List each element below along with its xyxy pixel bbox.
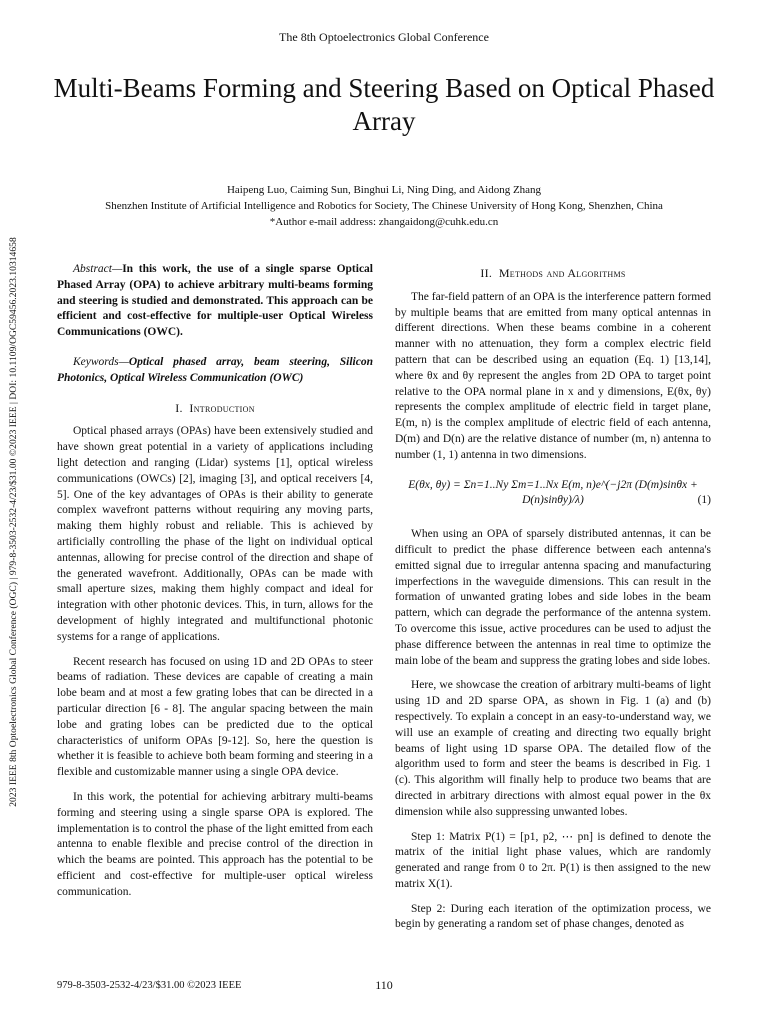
paragraph: Optical phased arrays (OPAs) have been extensively studied and have shown great potential in a variety of applications including light detection and ranging (Lidar) systems [1], optical wireless communications (OWCs) [2], imaging [3], and optical receivers [4, 5]. One of the key advantages of OPAs is their ability to generate complex wavefront patterns without requiring any moving parts, making them highly robust and reliable. This is achieved by artificially controlling the phase of the light on individual optical antennas, allowing for precise control of the direction and shape of the generated wavefront. Additionally, OPAs can be made with small aperture sizes, making them highly compact and ideal for integration with other photonic devices. This, in turn, allows for the development of highly integrated and multifunctional photonic systems for a range of applications. bbox=[57, 425, 373, 643]
paragraph: When using an OPA of sparsely distributed antennas, it can be difficult to predict the phase difference between each antenna's emitted signal due to irregular antenna spacing and manufacturing imperfections in the waveguide dimensions. This can result in the formation of unwanted grating lobes and side lobes in the beam pattern, which can degrade the performance of the antenna system. To overcome this issue, active procedures can be used to adjust the phase difference between the antennas in real time to optimize the main lobe of the beam and suppress the grating lobes and side lobes. bbox=[395, 528, 711, 667]
author-list: Haipeng Luo, Caiming Sun, Binghui Li, Ning Ding, and Aidong Zhang bbox=[226, 184, 542, 196]
left-column bbox=[57, 262, 373, 909]
section-title: Methods and Algorithms bbox=[498, 266, 626, 280]
side-strip bbox=[8, 207, 20, 837]
keywords bbox=[57, 355, 373, 387]
section-number: I. bbox=[175, 400, 183, 415]
section-heading-methods bbox=[395, 266, 711, 282]
conference-header: The 8th Optoelectronics Global Conference bbox=[279, 30, 489, 44]
paper-title: Multi-Beams Forming and Steering Based on Optical Phased Array bbox=[53, 73, 715, 136]
paragraph: Step 2: During each iteration of the optimization process, we begin by generating a random set of phase changes, denoted as bbox=[395, 902, 711, 931]
footer-isbn: 979-8-3503-2532-4/23/$31.00 ©2023 IEEE bbox=[57, 980, 242, 991]
equation-rhs: Σn=1..Ny Σm=1..Nx E(m, n)e^(−j2π (D(m)sinθx + D(n)sinθy)/λ) bbox=[463, 478, 698, 507]
paragraph: Step 1: Matrix P(1) = [p1, p2, ⋯ pn] is defined to denote the matrix of the initial light phase values, which are randomly generated and range from 0 to 2π. P(1) is then assigned to the new matrix X(1). bbox=[395, 830, 711, 890]
right-column bbox=[395, 262, 711, 942]
author-email: *Author e-mail address: zhangaidong@cuhk.edu.cn bbox=[269, 216, 499, 228]
affiliation: Shenzhen Institute of Artificial Intelligence and Robotics for Society, The Chinese University of Hong Kong, Shenzhen, China bbox=[105, 200, 663, 212]
keywords-lead: Keywords— bbox=[73, 355, 129, 368]
abstract-text: In this work, the use of a single sparse Optical Phased Array (OPA) to achieve arbitrary multi-beams forming and steering is studied and demonstrated. This approach can be efficient and cost-effective for multiple-user Optical Wireless Communications (OWC). bbox=[57, 263, 373, 339]
side-strip-text: 2023 IEEE 8th Optoelectronics Global Conference (OGC) | 979-8-3503-2532-4/23/$31.00 ©2023 IEEE | DOI: 10.1109/OGC59456.2023.10314658 bbox=[9, 237, 19, 807]
abstract bbox=[57, 262, 373, 341]
author-block bbox=[0, 182, 768, 230]
equation-number: (1) bbox=[697, 494, 711, 507]
keywords-text: Optical phased array, beam steering, Silicon Photonics, Optical Wireless Communication (OWC) bbox=[57, 355, 373, 384]
abstract-lead: Abstract— bbox=[73, 263, 123, 275]
equation-lhs: E(θx, θy) = bbox=[408, 478, 464, 491]
paragraph: Recent research has focused on using 1D and 2D OPAs to steer beams of radiation. These devices are capable of creating a main lobe beam and at most a few grating lobes that can be directed in a particular direction [6 - 8]. The angular spacing between the main lobe and grating lobes can be predicted due to the optical characteristics of uniform OPAs [9-12]. So, here the question is whether it is feasible to achieve both beam forming and steering in a flexible and customizable manner using a single OPA device. bbox=[57, 655, 373, 779]
section-title: Introduction bbox=[189, 400, 255, 415]
section-number: II. bbox=[480, 266, 493, 280]
paragraph: In this work, the potential for achieving arbitrary multi-beams forming and steering using a single sparse OPA is explored. The implementation is to control the phase of the light emitted from each antenna to enable flexible and precise control of the direction in which the beams are pointed. This approach has the potential to be efficient and cost-effective for multiple-user optical wireless communication. bbox=[57, 790, 373, 898]
paragraph: The far-field pattern of an OPA is the interference pattern formed by multiple beams that are emitted from many optical antennas in different directions. When these beams combine in a coherent manner with no attenuation, they form a complex electric field pattern that can be described using an equation (Eq. 1) [13,14], where θx and θy represent the angles from 2D OPA to target point relative to the OPA normal plane in x and y dimensions, E(θx, θy) represents the complex amplitude of electric field in target plane, E(m, n) is the complex amplitude of electric field of each antenna, D(m) and D(n) are the relative distance of number (m, n) antenna to number (1, 1) antenna in two dimensions. bbox=[395, 290, 711, 461]
page-number: 110 bbox=[375, 978, 393, 992]
section-heading-intro bbox=[57, 401, 373, 417]
equation bbox=[395, 478, 711, 510]
paragraph: Here, we showcase the creation of arbitrary multi-beams of light using 1D and 2D sparse OPA, as shown in Fig. 1 (a) and (b) respectively. To explain a concept in an easy-to-understand way, we will use an example of creating and directing two equally bright beams of light using 1D sparse OPA. The detailed flow of the algorithm used to form and steer the beams is described in Fig. 1 (c). This algorithm will finally help to produce two beams that are directed in arbitrary directions with almost equal power in the θx dimension while also suppressing unwanted lobes. bbox=[395, 679, 711, 818]
